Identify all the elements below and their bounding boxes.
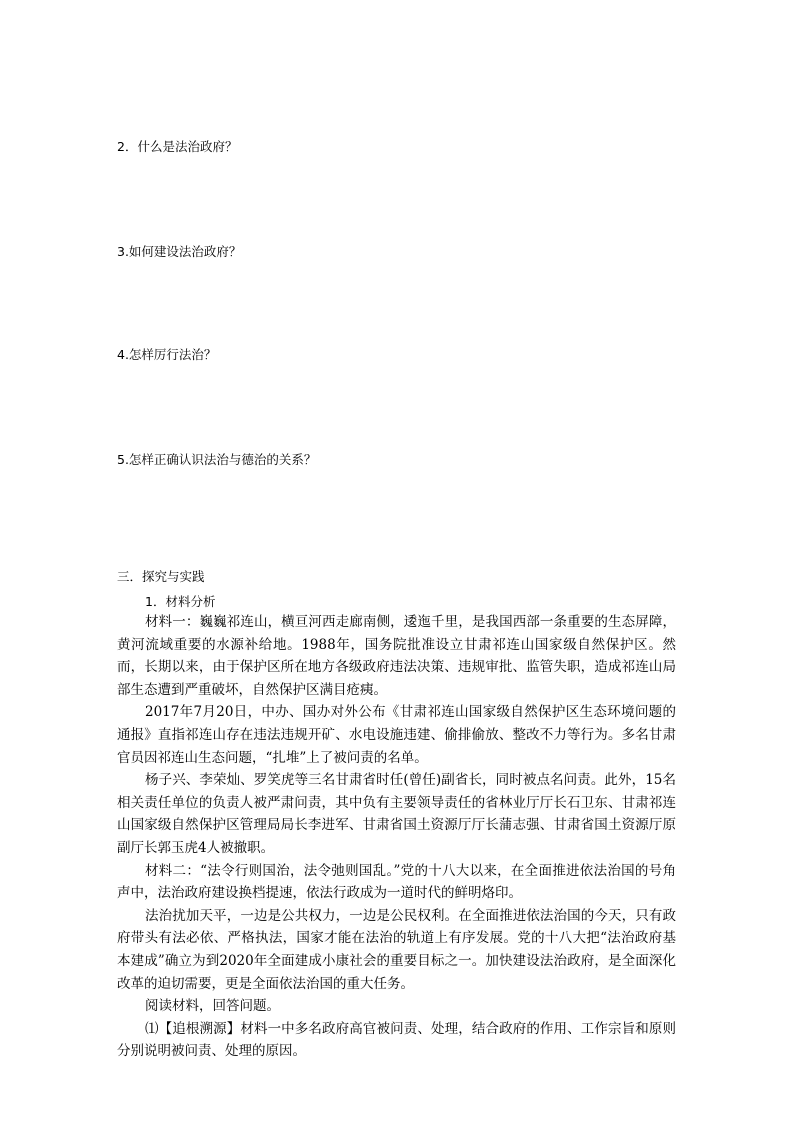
paragraph-instruction: 阅读材料，回答问题。 — [145, 998, 280, 1015]
section-subtitle: 1．材料分析 — [145, 594, 216, 609]
material-body — [117, 611, 676, 1063]
paragraph-material-2: 材料二：“法令行则国治，法令弛则国乱。”党的十八大以来，在全面推进依法治国的号角声中，法治政府建设换档提速，依法行政成为一道时代的鲜明烙印。 — [117, 862, 676, 902]
paragraph-rule-of-law: 法治扰加天平，一边是公共权力，一边是公民权利。在全面推进依法治国的今天，只有政府带头有法必依、严格执法，国家才能在法治的轨道上有序发展。党的十八大把“法治政府基本建成”确立为到2020年全面建成小康社会的重要目标之一。加快建设法治政府，是全面深化改革的迫切需要，更是全面依法治国的重大任务。 — [117, 907, 676, 992]
question-3: 3.如何建设法治政府？ — [117, 244, 242, 259]
question-2: 2．什么是法治政府？ — [117, 139, 238, 154]
paragraph-accountability: 杨子兴、李荣灿、罗笑虎等三名甘肃省时任(曾任)副省长，同时被点名问责。此外，15名相关责任单位的负责人被严肃问责，其中负有主要领导责任的省林业厅厅长石卫东、甘肃祁连山国家级自然保护区管理局局长李进军、甘肃省国土资源厅厅长蒲志强、甘肃省国土资源厅原副厅长郭玉虎4人被撤职。 — [117, 772, 676, 856]
question-4: 4.怎样厉行法治？ — [117, 347, 217, 362]
paragraph-notice: 2017年7月20日，中办、国办对外公布《甘肃祁连山国家级自然保护区生态环境问题的通报》直指祁连山存在违法违规开矿、水电设施违建、偷排偷放、整改不力等行为。多名甘肃官员因祁连山生态问题，“扎堆”上了被问责的名单。 — [117, 704, 676, 766]
paragraph-material-1: 材料一：巍巍祁连山，横亘河西走廊南侧，逶迤千里，是我国西部一条重要的生态屏障，黄河流域重要的水源补给地。1988年，国务院批准设立甘肃祁连山国家级自然保护区。然而，长期以来，由于保护区所在地方各级政府违法决策、违规审批、监管失职，造成祁连山局部生态遭到严重破坏，自然保护区满目疮痍。 — [117, 614, 676, 698]
paragraph-question-1: ⑴【追根溯源】材料一中多名政府高官被问责、处理，结合政府的作用、工作宗旨和原则分别说明被问责、处理的原因。 — [117, 1020, 676, 1060]
question-5: 5.怎样正确认识法治与德治的关系？ — [117, 452, 317, 467]
section-title: 三．探究与实践 — [117, 569, 205, 584]
